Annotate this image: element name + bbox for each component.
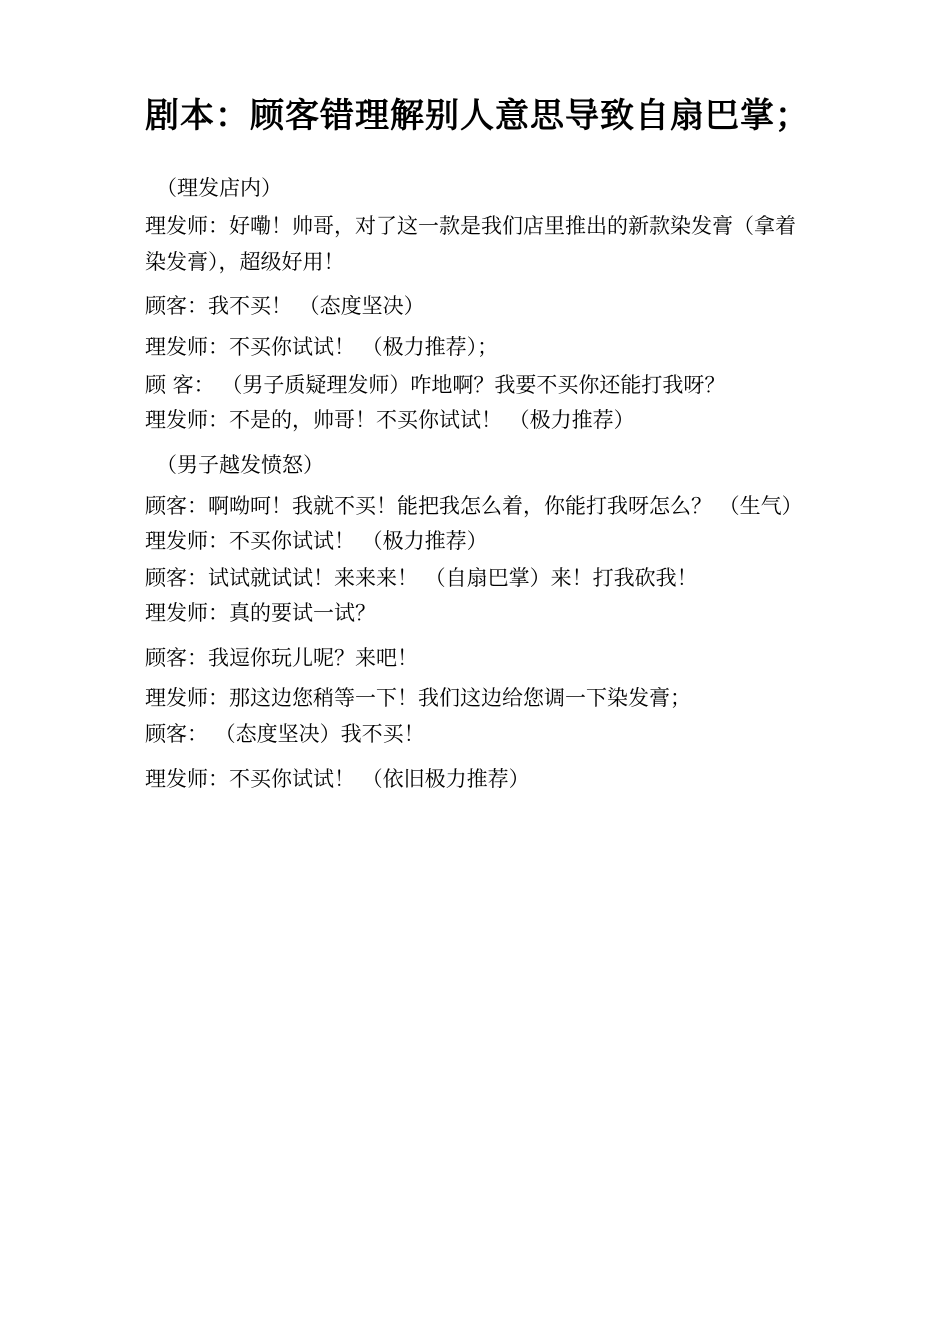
script-line-dialogue: 顾客：啊呦呵！我就不买！能把我怎么着，你能打我呀怎么？ （生气） — [145, 494, 803, 518]
script-line-dialogue: 顾 客： （男子质疑理发师）咋地啊？我要不买你还能打我呀？ — [145, 373, 726, 397]
script-line-dialogue: 理发师：真的要试一试？ — [145, 601, 376, 625]
script-line-scene: （理发店内） — [156, 176, 282, 200]
script-line-dialogue: 顾客：我不买！ （态度坚决） — [145, 294, 425, 318]
script-line-dialogue: 理发师：好嘞！帅哥，对了这一款是我们店里推出的新款染发膏（拿着染发膏），超级好用！ — [145, 214, 796, 274]
document-title: 剧本：顾客错理解别人意思导致自扇巴掌； — [145, 96, 810, 136]
script-line-dialogue: 理发师：不买你试试！ （极力推荐）； — [145, 335, 499, 359]
script-line-dialogue: 理发师：不买你试试！ （依旧极力推荐） — [145, 767, 530, 791]
script-line-dialogue: 理发师：不是的，帅哥！不买你试试！ （极力推荐） — [145, 408, 635, 432]
script-line-dialogue: 理发师：那这边您稍等一下！我们这边给您调一下染发膏； — [145, 686, 691, 710]
script-line-dialogue: 顾客：我逗你玩儿呢？来吧！ — [145, 646, 418, 670]
script-line-dialogue: 顾客： （态度坚决）我不买！ — [145, 722, 425, 746]
script-line-dialogue: 理发师：不买你试试！ （极力推荐） — [145, 529, 488, 553]
script-line-scene: （男子越发愤怒） — [156, 453, 324, 477]
script-line-dialogue: 顾客：试试就试试！来来来！ （自扇巴掌）来！打我砍我！ — [145, 566, 698, 590]
